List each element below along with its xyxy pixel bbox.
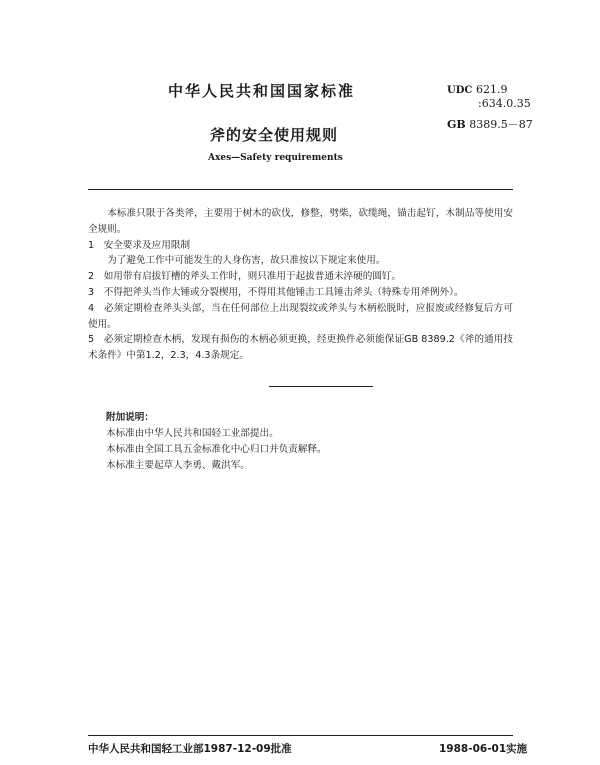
section-divider (269, 386, 373, 387)
document-title: 斧的安全使用规则 (210, 126, 339, 144)
clause-item: 2 如用带有启拔钉槽的斧头工作时，则只准用于起拔普通未淬硬的圆钉。 (88, 271, 402, 283)
clause-item: 为了避免工作中可能发生的人身伤害，故只准按以下规定来使用。 (107, 255, 386, 267)
document-subtitle: Axes—Safety requirements (208, 153, 343, 163)
approval-note: 中华人民共和国轻工业部1987-12-09批准 (88, 743, 292, 755)
clause-item: 5 必须定期检查木柄，发现有损伤的木柄必须更换，经更换件必须能保证GB 8389.2《斧的通用技术条件》中第1.2，2.3，4.3条规定。 (88, 334, 513, 362)
footer-divider (88, 735, 513, 736)
intro-paragraph: 本标准只限于各类斧，主要用于树木的砍伐，修整，劈柴，砍缆绳，锚击起钉，木制品等使用安全规则。 (88, 208, 513, 235)
clause-item: 1 安全要求及应用限制 (88, 239, 191, 251)
document-body (88, 206, 513, 364)
clause-item: 4 必须定期检查斧头头部，当在任何部位上出现裂纹或斧头与木柄松脱时，应报废或经修复后方可使用。 (88, 302, 513, 330)
udc-label: UDC (447, 85, 473, 96)
appendix-line: 本标准由全国工具五金标准化中心归口并负责解释。 (106, 444, 327, 455)
gb-prefix: GB (447, 118, 466, 131)
gb-number: 8389.5－87 (469, 118, 533, 131)
gb-standard-number (447, 116, 533, 132)
effective-date: 1988-06-01实施 (439, 743, 528, 755)
standard-header-title: 中华人民共和国国家标准 (168, 82, 356, 100)
appendix-line: 本标准由中华人民共和国轻工业部提出。 (106, 428, 279, 439)
appendix-notes (106, 410, 327, 474)
top-divider (88, 189, 513, 190)
udc-code-line1: 621.9 (476, 83, 508, 96)
udc-code-line2: :634.0.35 (478, 97, 531, 110)
appendix-title: 附加说明： (106, 412, 154, 423)
appendix-line: 本标准主要起草人李勇、戴洪军。 (106, 460, 250, 471)
clause-item: 3 不得把斧头当作大锤或分裂楔用，不得用其他锤击工具锤击斧头（特殊专用斧例外）。 (88, 286, 464, 298)
